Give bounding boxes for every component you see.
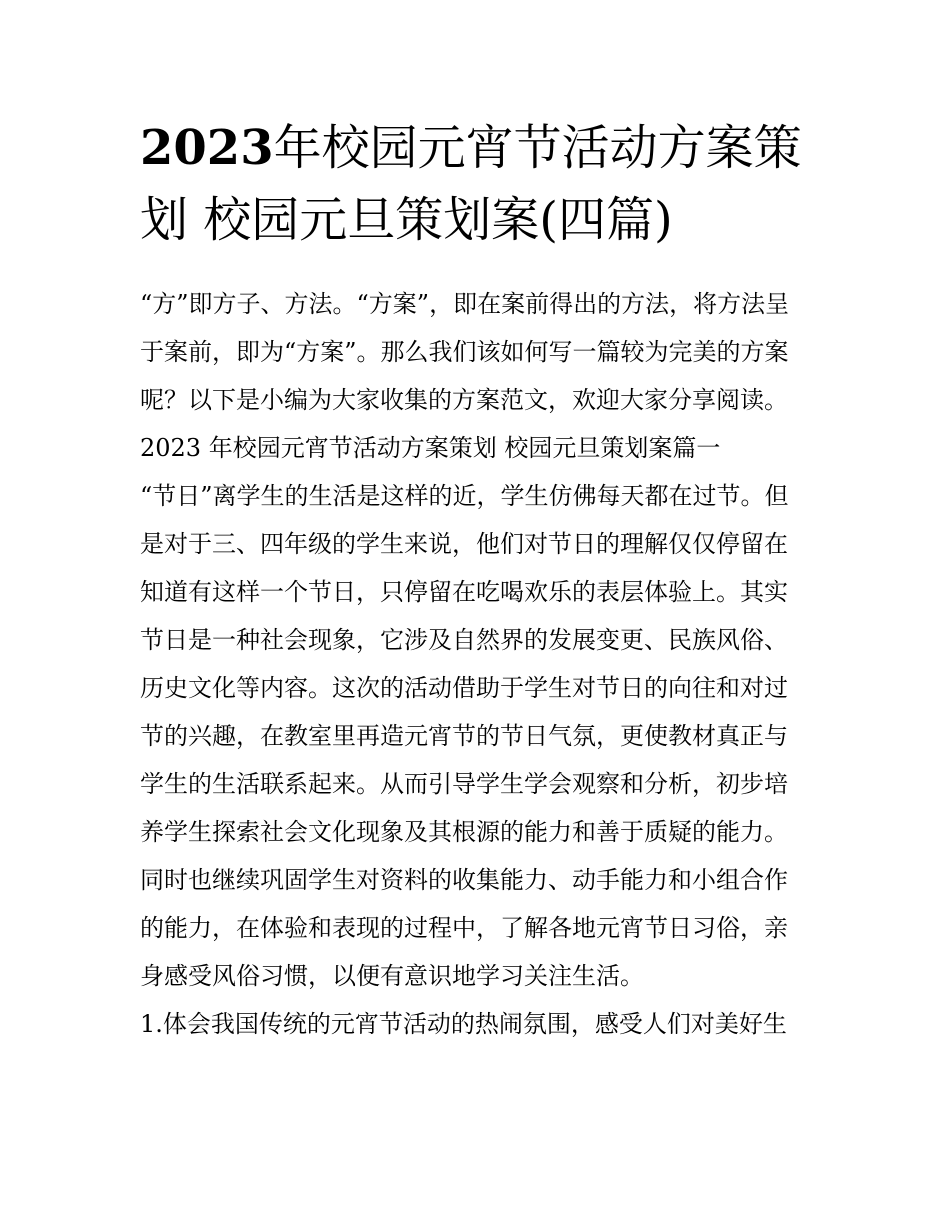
title-year: 2023 (140, 120, 274, 176)
title-line-2: 划 校园元旦策划案(四篇) (140, 192, 673, 248)
body-line: 养学生探索社会文化现象及其根源的能力和善于质疑的能力。 (140, 818, 788, 846)
section-heading: 2023 年校园元宵节活动方案策划 校园元旦策划案篇一 (140, 434, 721, 462)
body-line: 节的兴趣，在教室里再造元宵节的节日气氛，更使教材真正与 (140, 722, 788, 750)
body-line: 是对于三、四年级的学生来说，他们对节日的理解仅仅停留在 (140, 530, 788, 558)
body-line: 同时也继续巩固学生对资料的收集能力、动手能力和小组合作 (140, 866, 788, 894)
document-title (140, 112, 820, 256)
body-line: “方”即方子、方法。“方案”，即在案前得出的方法，将方法呈 (140, 290, 790, 318)
body-line: 的能力，在体验和表现的过程中，了解各地元宵节日习俗，亲 (140, 914, 788, 942)
body-line: 知道有这样一个节日，只停留在吃喝欢乐的表层体验上。其实 (140, 578, 788, 606)
document-body (140, 280, 820, 1048)
body-line: 节日是一种社会现象，它涉及自然界的发展变更、民族风俗、 (140, 626, 788, 654)
body-line: 呢？以下是小编为大家收集的方案范文，欢迎大家分享阅读。 (140, 386, 788, 414)
body-line: 于案前，即为“方案”。那么我们该如何写一篇较为完美的方案 (140, 338, 789, 366)
body-line: 身感受风俗习惯，以便有意识地学习关注生活。 (140, 962, 644, 990)
body-line: 学生的生活联系起来。从而引导学生学会观察和分析，初步培 (140, 770, 788, 798)
body-line: 历史文化等内容。这次的活动借助于学生对节日的向往和对过 (140, 674, 788, 702)
body-line: “节日”离学生的生活是这样的近，学生仿佛每天都在过节。但 (140, 482, 789, 510)
list-item: 1.体会我国传统的元宵节活动的热闹氛围，感受人们对美好生 (140, 1010, 787, 1038)
title-line-1: 年校园元宵节活动方案策 (273, 120, 802, 176)
